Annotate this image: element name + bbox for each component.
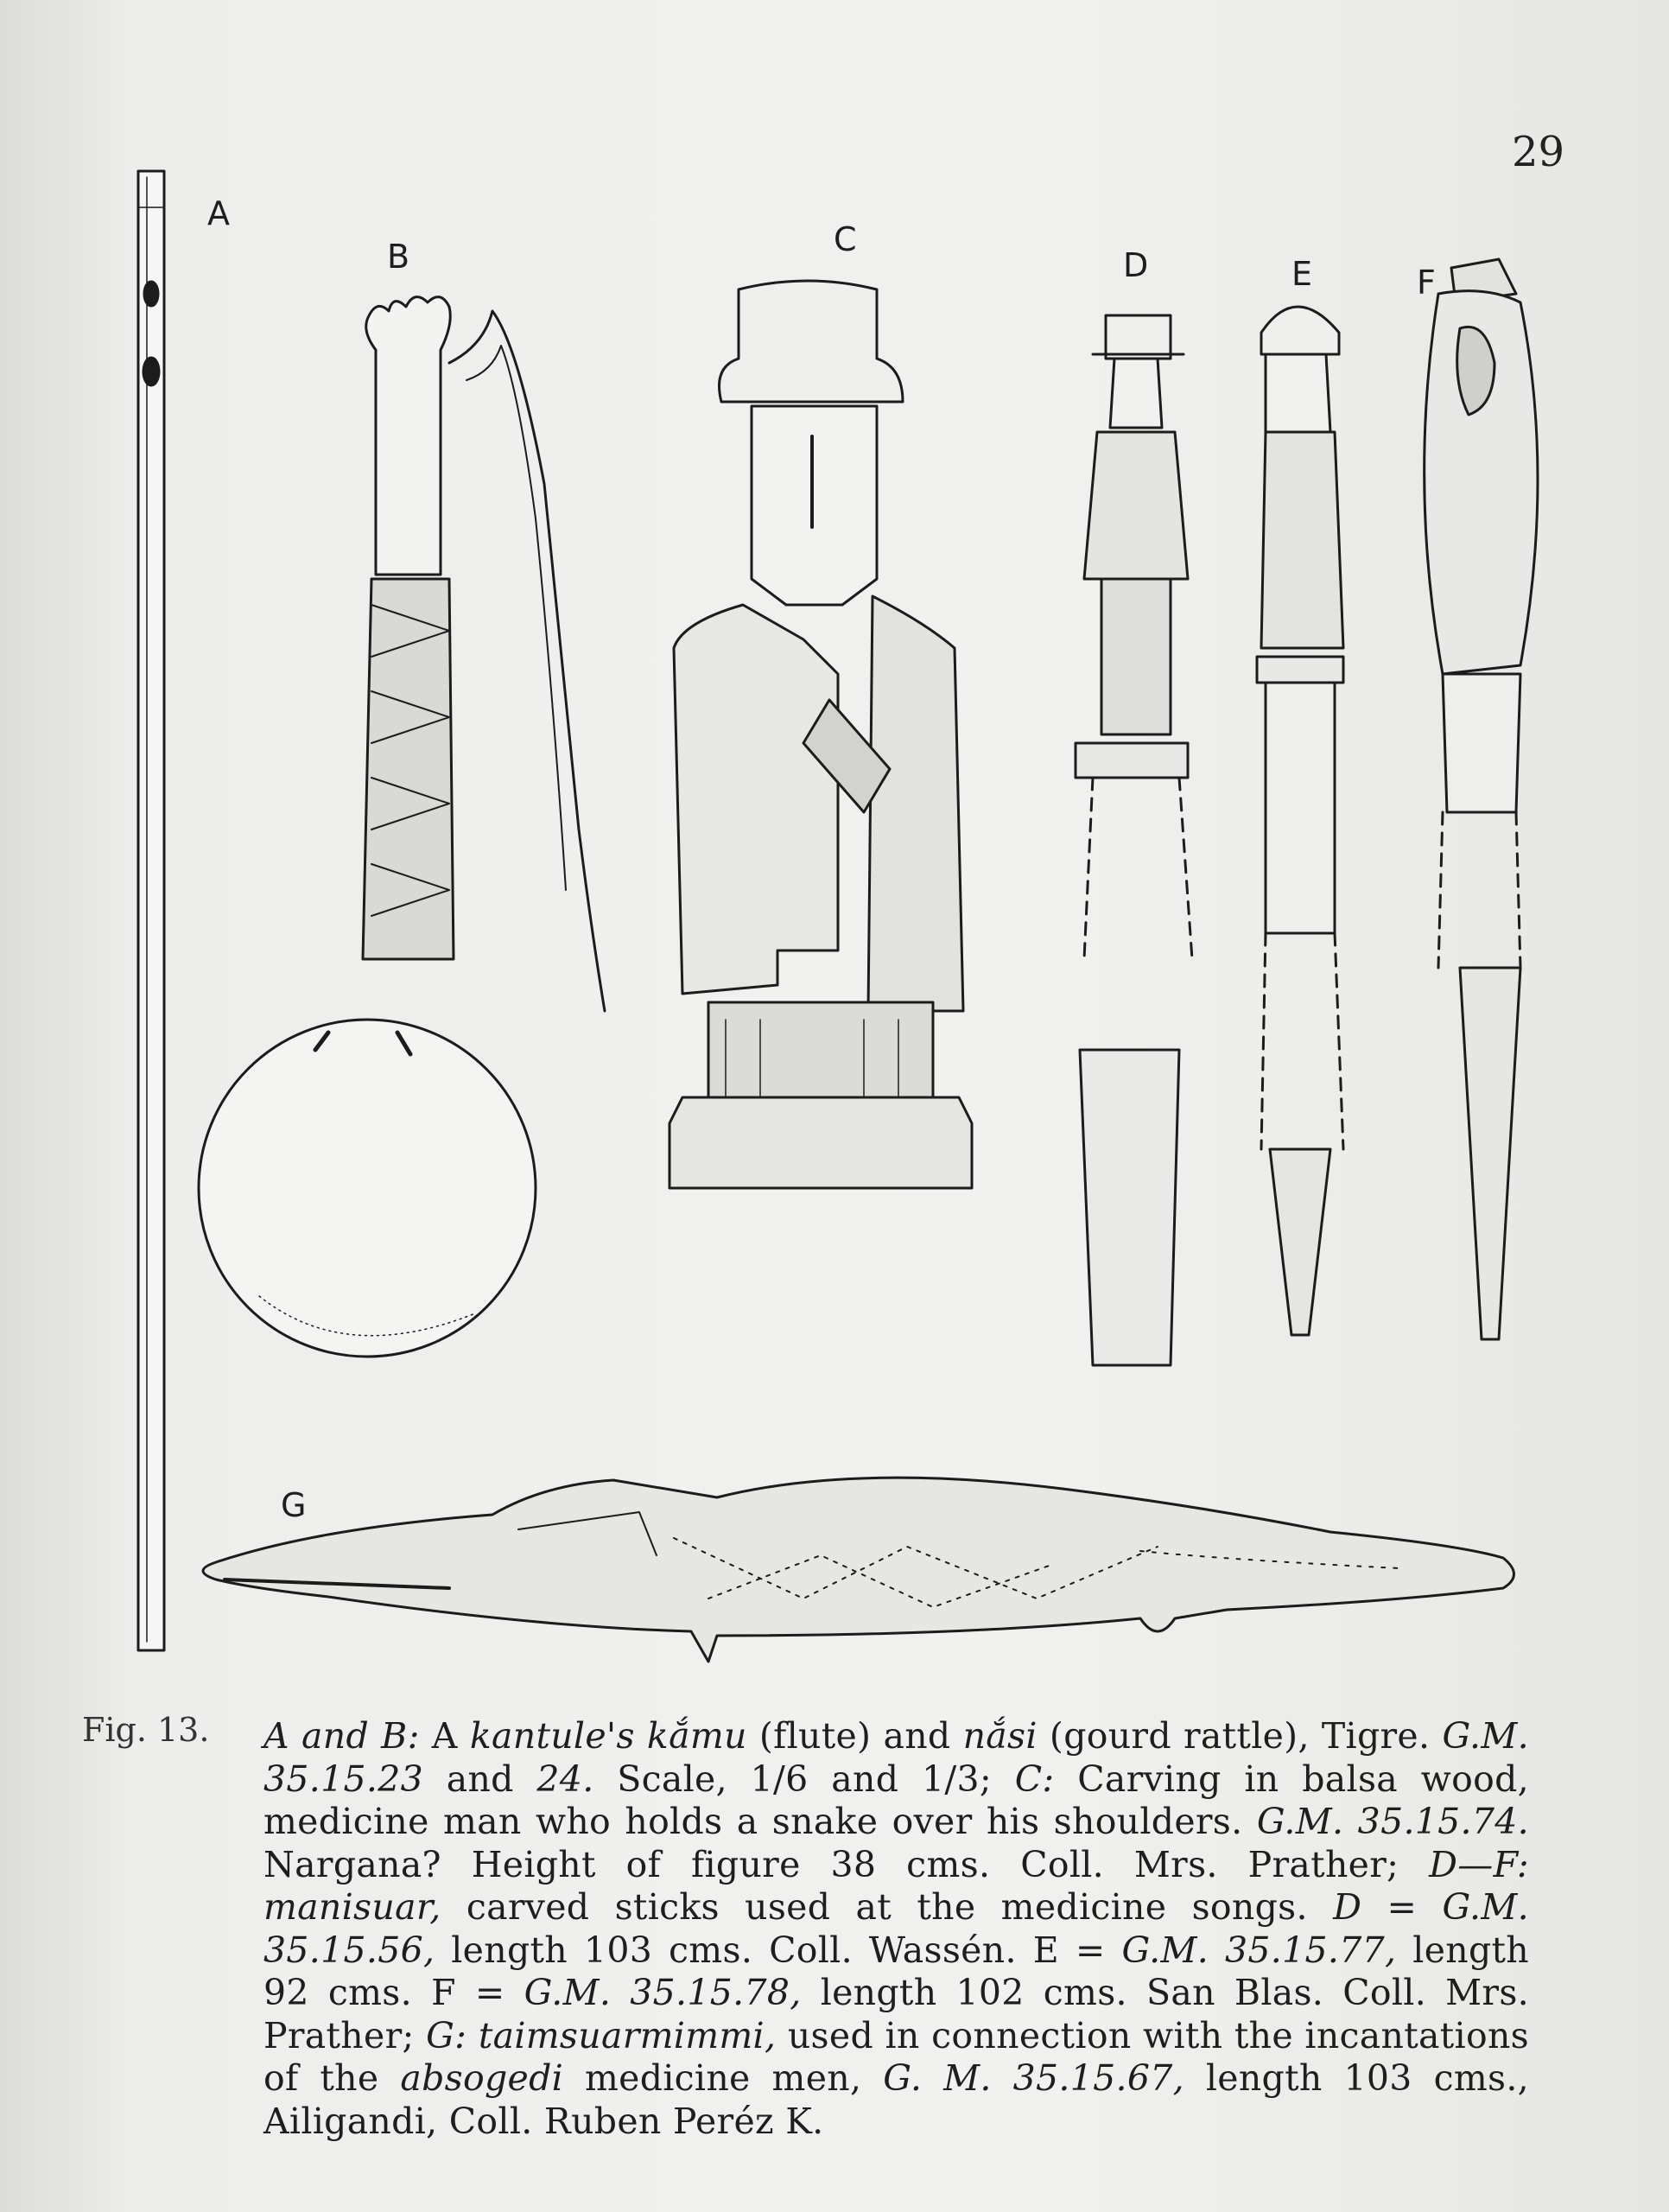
caption-run: A and B: bbox=[263, 1715, 420, 1757]
caption-run: nắsi bbox=[962, 1715, 1038, 1757]
caption-run: length 103 cms. Coll. Wassén. E = bbox=[435, 1929, 1122, 1971]
caption-run: and bbox=[422, 1758, 537, 1800]
page-number: 29 bbox=[1512, 128, 1565, 176]
caption-run: Nargana? Height of figure 38 cms. Coll. Mrs. Prather; bbox=[263, 1843, 1430, 1885]
caption-run: carved sticks used at the medicine songs. bbox=[441, 1886, 1334, 1928]
caption-run: G.M. 35.15.23 bbox=[263, 1715, 1529, 1800]
caption-run: 24. bbox=[536, 1758, 594, 1800]
balsa-carving-c-drawing bbox=[670, 281, 972, 1188]
carved-stick-d-drawing bbox=[1076, 315, 1192, 1365]
label-c: C bbox=[834, 220, 857, 258]
caption-run: D = G.M. 35.15.56, bbox=[263, 1886, 1529, 1971]
figure-number: Fig. 13. bbox=[82, 1711, 210, 1749]
label-a: A bbox=[207, 194, 230, 232]
caption-run: used in connection with the incantations of the bbox=[263, 2014, 1529, 2099]
caption-run: (flute) and bbox=[746, 1715, 963, 1757]
label-b: B bbox=[387, 238, 410, 276]
caption-run: kantule's kắmu bbox=[469, 1715, 747, 1757]
caption-run: G.M. 35.15.74. bbox=[1256, 1801, 1529, 1842]
caption-run: G. M. 35.15.67, bbox=[883, 2057, 1184, 2099]
label-f: F bbox=[1417, 264, 1436, 302]
caption-run: G.M. 35.15.77, bbox=[1121, 1929, 1397, 1971]
caption-run: G.M. 35.15.78, bbox=[524, 1972, 802, 2013]
caption-run: medicine men, bbox=[563, 2057, 884, 2099]
carved-stick-e-drawing bbox=[1257, 307, 1343, 1335]
caption-run: Scale, 1/6 and 1/3; bbox=[593, 1758, 1015, 1800]
label-d: D bbox=[1123, 246, 1149, 284]
caption-run: C: bbox=[1014, 1758, 1055, 1800]
figure-caption bbox=[263, 1715, 1529, 2143]
label-e: E bbox=[1291, 255, 1313, 293]
caption-run: length 92 cms. F = bbox=[263, 1929, 1530, 2013]
taimsuarmimmi-g-drawing bbox=[203, 1478, 1514, 1662]
caption-run: G: taimsuarmimmi, bbox=[426, 2014, 777, 2056]
label-g: G bbox=[281, 1486, 307, 1524]
caption-run: Carving in balsa wood, medicine man who holds a snake over his shoulders. bbox=[263, 1758, 1529, 1842]
flute-a-drawing bbox=[138, 171, 164, 1650]
caption-run: length 102 cms. San Blas. Coll. Mrs. Prather; bbox=[263, 1972, 1529, 2056]
carved-stick-f-drawing bbox=[1425, 259, 1538, 1339]
caption-run: A bbox=[419, 1715, 470, 1757]
caption-run: absogedi bbox=[400, 2057, 564, 2099]
caption-run: D—F: manisuar, bbox=[263, 1843, 1529, 1928]
caption-run: (gourd rattle), Tigre. bbox=[1037, 1715, 1443, 1757]
caption-run: length 103 cms., Ailigandi, Coll. Ruben Peréz K. bbox=[263, 2057, 1530, 2142]
gourd-rattle-b-drawing bbox=[199, 297, 605, 1357]
